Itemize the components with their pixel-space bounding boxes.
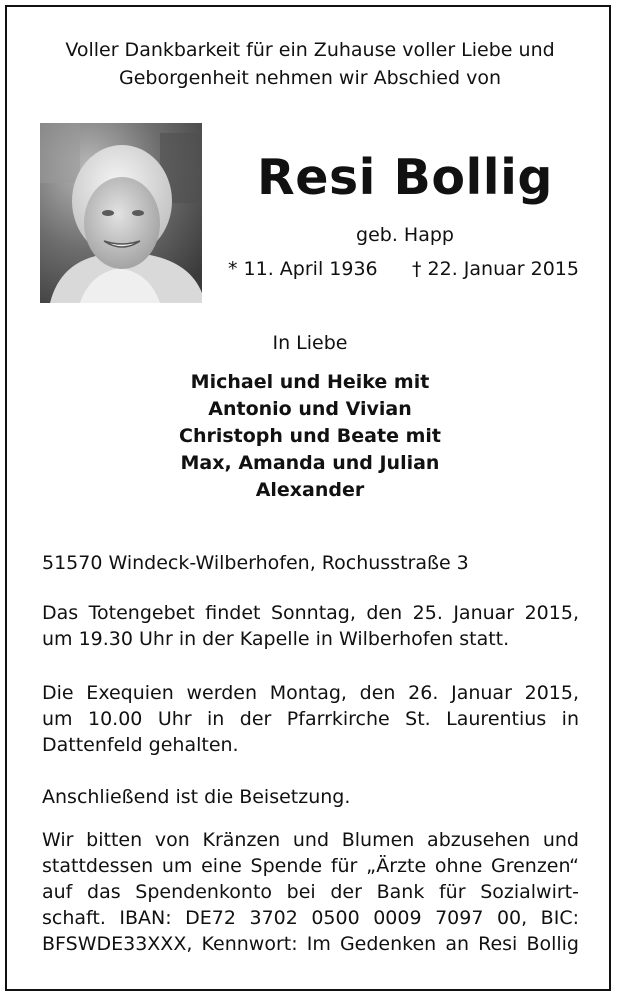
in-love-label: In Liebe [272, 332, 348, 354]
deceased-name: Resi Bollig [257, 149, 553, 206]
family-member: Max, Amanda und Julian [180, 452, 440, 474]
paragraph-line: stattdessen um eine Spende für „Ärzte ohne Grenzen“ [42, 855, 579, 877]
address [42, 550, 579, 576]
family-member: Christoph und Beate mit [179, 425, 441, 447]
donation-paragraph [42, 827, 579, 957]
family-list [60, 369, 560, 504]
requiem-paragraph [42, 680, 579, 758]
family-member: Michael und Heike mit [190, 371, 430, 393]
paragraph-line: Anschließend ist die Beisetzung. [42, 786, 351, 808]
paragraph-line: Das Totengebet findet Sonntag, den 25. Januar 2015, [42, 602, 579, 624]
intro-text [20, 36, 600, 92]
paragraph-line: Dattenfeld gehalten. [42, 734, 239, 756]
vigil-paragraph [42, 600, 579, 652]
portrait-image [40, 123, 202, 303]
intro-line: Geborgenheit nehmen wir Abschied von [118, 67, 501, 89]
family-member: Alexander [255, 479, 365, 501]
paragraph-line: BFSWDE33XXX, Kennwort: Im Gedenken an Resi Bollig [42, 933, 579, 955]
death-date: † 22. Januar 2015 [412, 258, 579, 280]
paragraph-line: Die Exequien werden Montag, den 26. Januar 2015, [42, 682, 579, 704]
paragraph-line: um 10.00 Uhr in der Pfarrkirche St. Laurentius in [42, 708, 579, 730]
paragraph-line: auf das Spendenkonto bei der Bank für Sozialwirt- [42, 881, 579, 903]
intro-line: Voller Dankbarkeit für ein Zuhause voller Liebe und [65, 39, 555, 61]
birth-date: * 11. April 1936 [228, 258, 378, 280]
portrait-photo [40, 123, 202, 303]
maiden-name: geb. Happ [356, 224, 454, 246]
family-member: Antonio und Vivian [208, 398, 412, 420]
paragraph-line: schaft. IBAN: DE72 3702 0500 0009 7097 00, BIC: [42, 907, 579, 929]
paragraph-line: Wir bitten von Kränzen und Blumen abzusehen und [42, 829, 579, 851]
address-line: 51570 Windeck-Wilberhofen, Rochusstraße 3 [42, 552, 469, 574]
burial-paragraph [42, 784, 579, 810]
paragraph-line: um 19.30 Uhr in der Kapelle in Wilberhofen statt. [42, 628, 510, 650]
